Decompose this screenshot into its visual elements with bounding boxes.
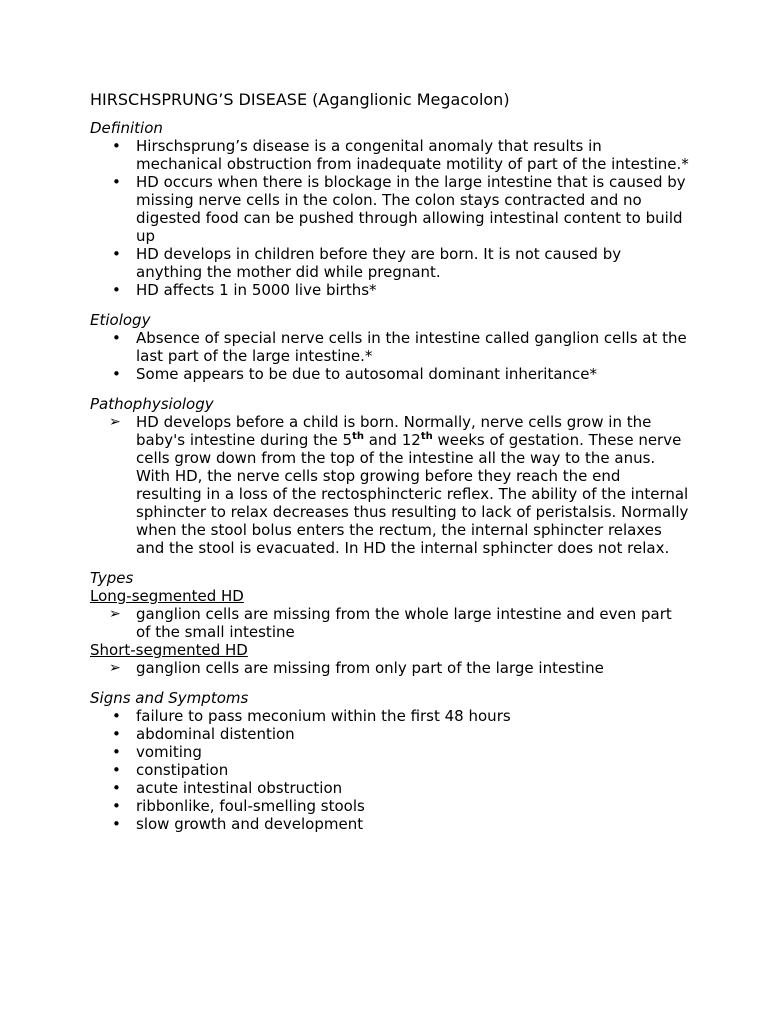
arrow-bullet-icon: ➢ bbox=[109, 660, 121, 676]
bullet-icon: • bbox=[112, 725, 121, 743]
signs-section bbox=[90, 689, 690, 833]
pathophysiology-list bbox=[90, 413, 690, 557]
list-item: • HD occurs when there is blockage in the large intestine that is caused by missing nerve cells in the colon. The colon stays contracted and no digested food can be pushed through allowing intestinal content to build up bbox=[112, 173, 686, 245]
types-section bbox=[90, 569, 690, 677]
signs-heading: Signs and Symptoms bbox=[90, 689, 249, 707]
list-item: • HD affects 1 in 5000 live births* bbox=[112, 281, 377, 299]
bullet-icon: • bbox=[112, 245, 121, 263]
list-item: ➢ ganglion cells are missing from only part of the large intestine bbox=[109, 659, 604, 677]
pathophysiology-heading: Pathophysiology bbox=[90, 395, 214, 413]
definition-list bbox=[90, 137, 690, 299]
short-segmented-label: Short-segmented HD bbox=[90, 641, 248, 659]
bullet-icon: • bbox=[112, 743, 121, 761]
arrow-bullet-icon: ➢ bbox=[109, 414, 121, 430]
bullet-icon: • bbox=[112, 797, 121, 815]
definition-heading: Definition bbox=[90, 119, 163, 137]
definition-section bbox=[90, 119, 690, 299]
list-item: • ribbonlike, foul-smelling stools bbox=[112, 797, 365, 815]
document-title: HIRSCHSPRUNG’S DISEASE (Aganglionic Megacolon) bbox=[90, 90, 510, 109]
short-segmented-list bbox=[90, 659, 690, 677]
bullet-icon: • bbox=[112, 707, 121, 725]
list-item: • vomiting bbox=[112, 743, 202, 761]
bullet-icon: • bbox=[112, 329, 121, 347]
list-item: • failure to pass meconium within the first 48 hours bbox=[112, 707, 511, 725]
document-body bbox=[90, 90, 690, 845]
pathophysiology-section bbox=[90, 395, 690, 557]
etiology-heading: Etiology bbox=[90, 311, 151, 329]
list-item: • Absence of special nerve cells in the intestine called ganglion cells at the last part of the large intestine.* bbox=[112, 329, 687, 365]
list-item: • Hirschsprung’s disease is a congenital anomaly that results in mechanical obstruction from inadequate motility of part of the intestine.* bbox=[112, 137, 689, 173]
list-item: • slow growth and development bbox=[112, 815, 364, 833]
list-item: • HD develops in children before they are born. It is not caused by anything the mother did while pregnant. bbox=[112, 245, 622, 281]
bullet-icon: • bbox=[112, 173, 121, 191]
long-segmented-list bbox=[90, 605, 690, 641]
list-item: ➢ HD develops before a child is born. Normally, nerve cells grow in the baby's intestine during the 5th and 12th weeks of gestation. These nerve cells grow down from the top of the intestine all the way to the anus. With HD, the nerve cells stop growing before they reach the end resulting in a loss of the rectosphincteric reflex. The ability of the internal sphincter to relax decreases thus resulting to lack of peristalsis. Normally when the stool bolus enters the rectum, the internal sphincter relaxes and the stool is evacuated. In HD the internal sphincter does not relax. bbox=[109, 413, 689, 557]
list-item: • acute intestinal obstruction bbox=[112, 779, 343, 797]
etiology-section bbox=[90, 311, 690, 383]
bullet-icon: • bbox=[112, 281, 121, 299]
bullet-icon: • bbox=[112, 137, 121, 155]
bullet-icon: • bbox=[112, 365, 121, 383]
list-item: ➢ ganglion cells are missing from the whole large intestine and even part of the small intestine bbox=[109, 605, 672, 641]
bullet-icon: • bbox=[112, 779, 121, 797]
list-item: • constipation bbox=[112, 761, 229, 779]
list-item: • abdominal distention bbox=[112, 725, 295, 743]
types-heading: Types bbox=[90, 569, 134, 587]
long-segmented-label: Long-segmented HD bbox=[90, 587, 244, 605]
signs-list bbox=[90, 707, 690, 833]
bullet-icon: • bbox=[112, 761, 121, 779]
arrow-bullet-icon: ➢ bbox=[109, 606, 121, 622]
bullet-icon: • bbox=[112, 815, 121, 833]
list-item: • Some appears to be due to autosomal dominant inheritance* bbox=[112, 365, 598, 383]
etiology-list bbox=[90, 329, 690, 383]
